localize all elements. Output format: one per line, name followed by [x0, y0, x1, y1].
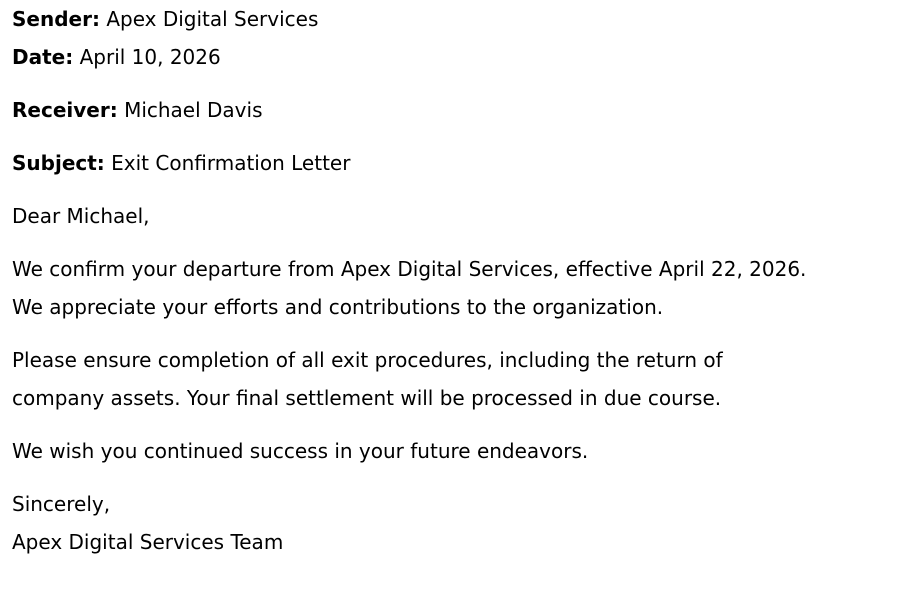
body-paragraph-1: [12, 250, 890, 326]
body-paragraph-3: [12, 432, 890, 470]
receiver-value: Michael Davis: [124, 98, 263, 122]
letter-header-block: [12, 0, 890, 76]
body-paragraph-2-line-1: Please ensure completion of all exit procedures, including the return of: [12, 348, 723, 372]
salutation-block: [12, 197, 890, 235]
body-paragraph-1-line-2: We appreciate your efforts and contributions to the organization.: [12, 295, 664, 319]
sender-label: Sender:: [12, 7, 100, 31]
date-label: Date:: [12, 45, 74, 69]
body-paragraph-2-line-2: company assets. Your final settlement will be processed in due course.: [12, 386, 722, 410]
subject-block: [12, 144, 890, 182]
closing-text: Sincerely,: [12, 492, 111, 516]
salutation-text: Dear Michael,: [12, 204, 150, 228]
body-paragraph-3-line-1: We wish you continued success in your future endeavors.: [12, 439, 589, 463]
subject-line: [12, 144, 890, 182]
body-paragraph-1-line-1: We confirm your departure from Apex Digital Services, effective April 22, 2026.: [12, 257, 807, 281]
signature-text: Apex Digital Services Team: [12, 530, 284, 554]
subject-value: Exit Confirmation Letter: [111, 151, 351, 175]
date-line: [12, 38, 890, 76]
body-paragraph-2: [12, 341, 890, 417]
receiver-block: [12, 91, 890, 129]
sender-line: [12, 0, 890, 38]
date-value: April 10, 2026: [79, 45, 221, 69]
sender-value: Apex Digital Services: [106, 7, 319, 31]
subject-label: Subject:: [12, 151, 105, 175]
receiver-label: Receiver:: [12, 98, 118, 122]
receiver-line: [12, 91, 890, 129]
closing-block: [12, 485, 890, 561]
